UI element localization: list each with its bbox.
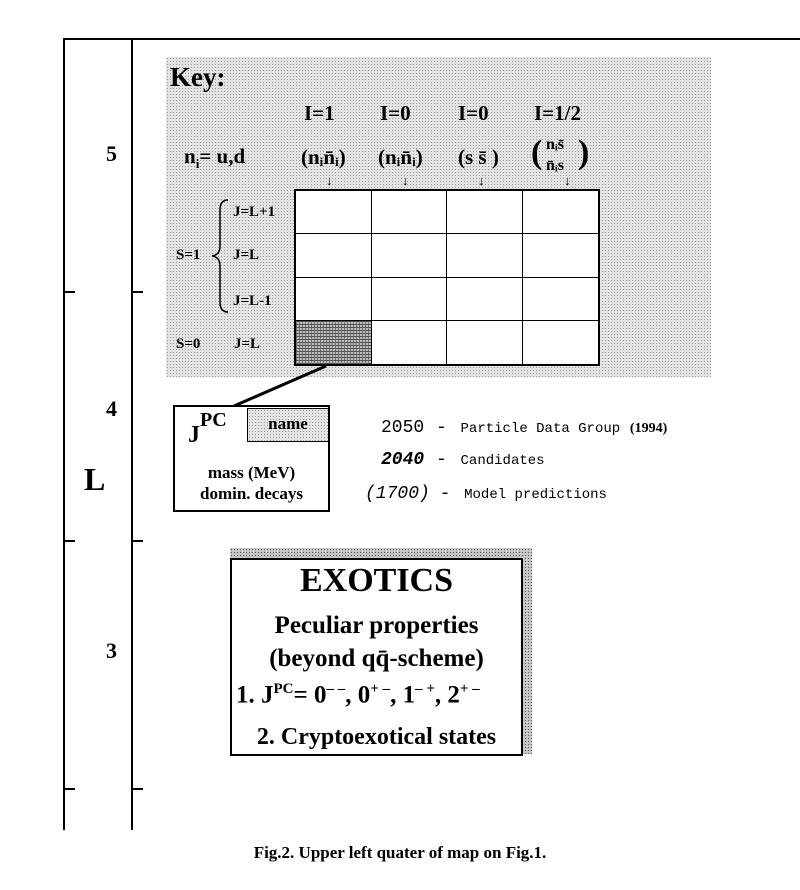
item1-values: = 0 xyxy=(293,681,327,709)
pointer-line xyxy=(230,364,330,408)
spin-group-s0-label: S=0 xyxy=(176,336,201,352)
exotics-line2: (beyond qq̄-scheme) xyxy=(269,645,484,672)
item1-prefix: 1. J xyxy=(236,681,274,709)
grid-cell xyxy=(296,191,372,234)
axis-L-label: L xyxy=(84,461,106,497)
axis-tick xyxy=(63,788,75,790)
legend-dash: - xyxy=(439,484,451,504)
exotics-line1: Peculiar properties xyxy=(274,612,479,639)
exotics-item2: 2. Cryptoexotical states xyxy=(256,724,497,750)
legend-value: 2040 xyxy=(381,450,425,470)
quark-definition xyxy=(184,144,245,172)
item1-q3: – + xyxy=(415,681,435,697)
legend-mass: mass (MeV) xyxy=(207,463,296,482)
frame-left-line xyxy=(63,38,65,830)
grid-cell xyxy=(523,234,599,277)
item1-v2: , 0 xyxy=(345,681,371,709)
grid-cell xyxy=(372,191,448,234)
axis-line xyxy=(131,38,133,830)
spin-row-label: J=L-1 xyxy=(233,293,272,309)
legend-entry-model xyxy=(365,484,607,504)
col-header-isospin: I=0 xyxy=(380,101,411,125)
exotics-item1 xyxy=(236,681,480,709)
grid-cell xyxy=(296,234,372,277)
legend-entry-pdg xyxy=(381,418,667,438)
spin-row-label: J=L xyxy=(233,247,260,263)
legend-name-tag: name xyxy=(247,408,329,442)
col-header-isospin: I=0 xyxy=(458,101,489,125)
item1-v4: , 2 xyxy=(434,681,460,709)
col-header-content: (s s̄ ) xyxy=(458,145,499,169)
item1-q1: – – xyxy=(326,681,346,697)
col-header-content: (nᵢn̄ᵢ) xyxy=(301,145,346,169)
col-header-content-bottom: n̄ᵢs xyxy=(546,157,564,174)
legend-value: (1700) xyxy=(365,484,430,504)
axis-tick xyxy=(63,291,75,293)
grid-cell xyxy=(447,278,523,321)
legend-dash: - xyxy=(435,418,447,438)
legend-label: Model predictions xyxy=(464,487,607,503)
down-arrow-icon: ↓ xyxy=(402,173,409,188)
legend-dash: - xyxy=(435,450,447,470)
level-5-label: 5 xyxy=(106,141,117,166)
legend-note: (1994) xyxy=(629,421,668,436)
grid-cell xyxy=(523,191,599,234)
grid-cell xyxy=(447,191,523,234)
item1-q4: + – xyxy=(459,681,480,697)
axis-tick xyxy=(131,540,143,542)
col-header-isospin: I=1 xyxy=(304,101,335,125)
grid-cell xyxy=(447,234,523,277)
grid-cell xyxy=(372,234,448,277)
down-arrow-icon: ↓ xyxy=(564,173,571,188)
frame-top-line xyxy=(63,38,800,40)
spin-row-label: J=L xyxy=(234,336,261,352)
key-title: Key: xyxy=(170,62,226,92)
col-header-isospin: I=1/2 xyxy=(534,101,581,125)
spin-group-s1-label: S=1 xyxy=(176,247,201,263)
legend-jpc-j: J xyxy=(188,422,200,448)
down-arrow-icon: ↓ xyxy=(326,173,333,188)
legend-label: Candidates xyxy=(460,453,545,469)
quark-def-rest: = u,d xyxy=(199,144,246,168)
exotics-title: EXOTICS xyxy=(299,562,454,599)
axis-tick xyxy=(131,788,143,790)
item1-v3: , 1 xyxy=(390,681,416,709)
legend-decays: domin. decays xyxy=(200,484,303,503)
quark-def-sub: i xyxy=(195,156,200,172)
col-header-content: (nᵢn̄ᵢ) xyxy=(378,145,423,169)
legend-jpc xyxy=(188,408,227,448)
down-arrow-icon: ↓ xyxy=(478,173,485,188)
level-4-label: 4 xyxy=(106,396,117,421)
brace-icon xyxy=(208,198,230,314)
grid-cell-highlighted xyxy=(296,321,372,364)
level-3-label: 3 xyxy=(106,638,117,663)
col-header-content-top: nᵢs̄ xyxy=(546,136,564,153)
grid-cell xyxy=(372,278,448,321)
axis-tick xyxy=(63,540,75,542)
item1-q2: + – xyxy=(370,681,391,697)
col-header-content-paren: ( xyxy=(531,134,543,171)
legend-label: Particle Data Group xyxy=(460,421,621,437)
legend-jpc-sup: PC xyxy=(200,409,227,431)
spin-row-label: J=L+1 xyxy=(233,204,276,220)
legend-entry-candidates xyxy=(381,450,545,470)
grid-cell xyxy=(523,278,599,321)
item1-sup: PC xyxy=(273,681,294,697)
grid-cell xyxy=(523,321,599,364)
axis-tick xyxy=(131,291,143,293)
multiplet-grid xyxy=(294,189,600,366)
col-header-content-paren: ) xyxy=(578,134,590,171)
quark-def-n: n xyxy=(184,144,196,168)
grid-cell xyxy=(296,278,372,321)
legend-value: 2050 xyxy=(381,418,425,438)
figure-caption: Fig.2. Upper left quater of map on Fig.1. xyxy=(253,843,547,862)
grid-cell xyxy=(372,321,448,364)
grid-cell xyxy=(447,321,523,364)
